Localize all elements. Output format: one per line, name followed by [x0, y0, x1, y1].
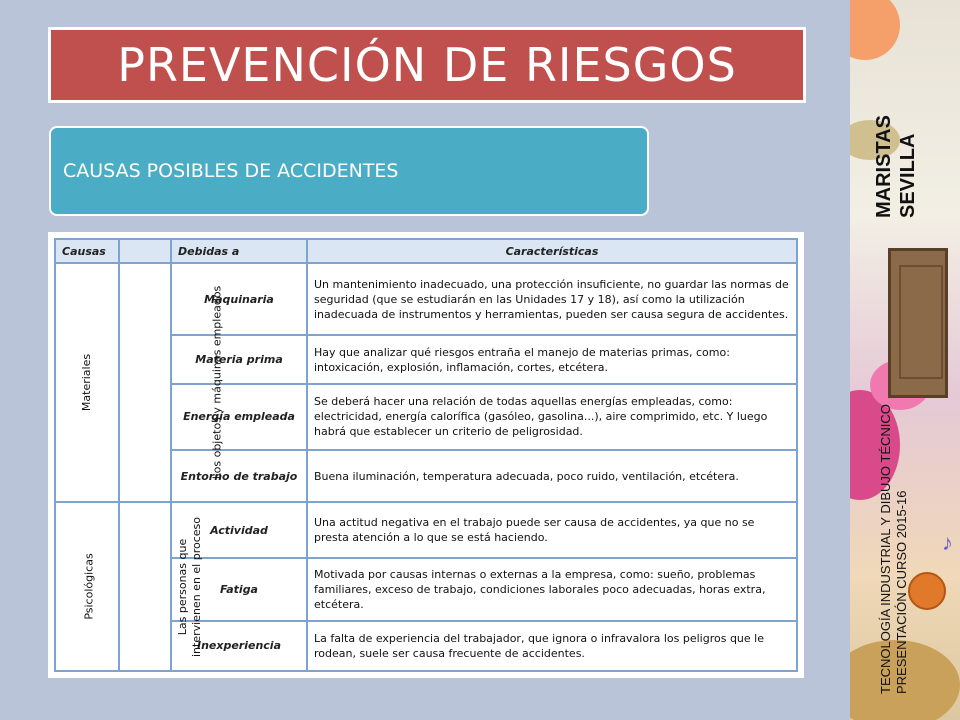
footer-line2: PRESENTACIÓN CURSO 2015-16 [894, 490, 909, 694]
group-agent-label: Los objetos y máquinas empleados [210, 285, 224, 480]
group-agent-line1: Las personas que [176, 538, 189, 635]
door-icon [888, 248, 948, 398]
slide-title-text: PREVENCIÓN DE RIESGOS [117, 38, 737, 92]
group-cause-label: Psicológicas [82, 553, 96, 620]
slide-title [48, 27, 806, 103]
row-desc: La falta de experiencia del trabajador, que ignora o infravalora los peligros que le rodean, suele ser causa frecuente de accidentes. [307, 621, 797, 671]
row-due: Inexperiencia [171, 621, 307, 671]
table-row [55, 502, 797, 558]
row-due: Fatiga [171, 558, 307, 620]
music-note-icon: ♪ [942, 530, 953, 555]
row-desc: Una actitud negativa en el trabajo puede ser causa de accidentes, ya que no se presta atención a lo que se está haciendo. [307, 502, 797, 558]
decor-blob [850, 0, 900, 60]
group-agent-line2: intervienen en el proceso [190, 516, 203, 657]
row-due: Maquinaria [171, 263, 307, 335]
group-cause-label: Materiales [80, 354, 94, 412]
header-debidas: Debidas a [171, 239, 307, 263]
row-desc: Un mantenimiento inadecuado, una protección insuficiente, no guardar las normas de seguridad (que se estudiarán en las Unidades 17 y 18), así como la utilización inadecuada de instrumentos y herramientas, pueden ser causa segura de accidentes. [307, 263, 797, 335]
group-agent-personas [119, 502, 203, 671]
header-caracteristicas: Características [307, 239, 797, 263]
brand-line2: SEVILLA [897, 133, 919, 218]
ball-icon [908, 572, 946, 610]
header-causas: Causas [55, 239, 119, 263]
causes-table-container [48, 232, 804, 678]
row-due: Entorno de trabajo [171, 450, 307, 502]
brand-label [872, 115, 920, 218]
group-cause-materiales [55, 263, 119, 502]
row-desc: Motivada por causas internas o externas a la empresa, como: sueño, problemas familiares, exceso de trabajo, condiciones laborales poco adecuadas, horas extra, etcétera. [307, 558, 797, 620]
table-row [55, 263, 797, 335]
brand-line1: MARISTAS [873, 115, 895, 218]
row-due: Energía empleada [171, 384, 307, 450]
slide-subtitle [49, 126, 649, 216]
row-due: Materia prima [171, 335, 307, 383]
course-footer [878, 404, 910, 694]
row-due: Actividad [171, 502, 307, 558]
group-agent-objetos [119, 263, 224, 502]
causes-table [54, 238, 798, 672]
group-agent-label [176, 517, 204, 657]
slide-subtitle-text: CAUSAS POSIBLES DE ACCIDENTES [63, 160, 399, 182]
row-desc: Hay que analizar qué riesgos entraña el manejo de materias primas, como: intoxicación, explosión, inflamación, cortes, etcétera. [307, 335, 797, 383]
footer-line1: TECNOLOGÍA INDUSTRIAL Y DIBUJO TÉCNICO [878, 404, 893, 694]
table-header-row [55, 239, 797, 263]
row-desc: Se deberá hacer una relación de todas aquellas energías empleadas, como: electricidad, energía calorífica (gasóleo, gasolina...), aire comprimido, etc. Y luego habrá que establecer un criterio de peligrosidad. [307, 384, 797, 450]
group-cause-psicologicas [55, 502, 119, 671]
header-blank [119, 239, 171, 263]
row-desc: Buena iluminación, temperatura adecuada, poco ruido, ventilación, etcétera. [307, 450, 797, 502]
